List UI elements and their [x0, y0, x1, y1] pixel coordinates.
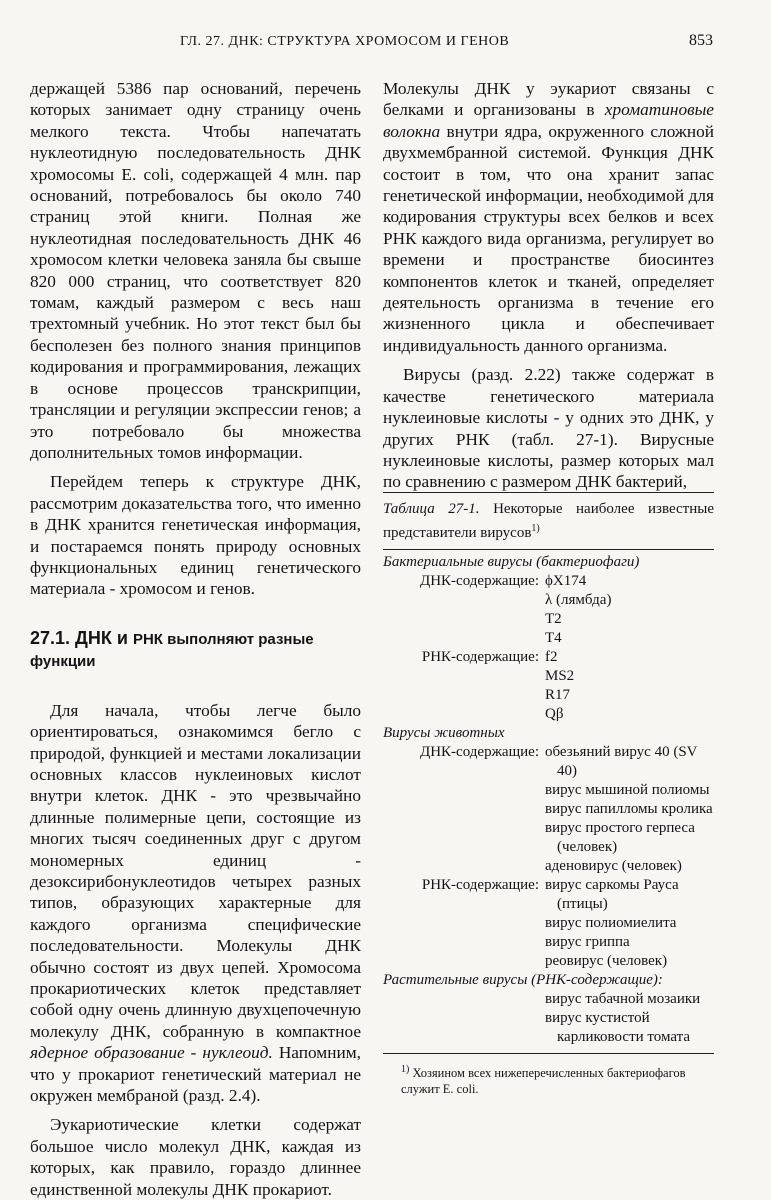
table-value: ϕX174: [545, 573, 587, 589]
table-value: T4: [545, 630, 562, 646]
paragraph: держащей 5386 пар оснований, перечень которых занимает одну страницу очень мелкого текста. Чтобы напечатать нуклеотидную последовательность ДНК хромосомы E. coli, содержащей 4 млн. пар оснований, потребовалось бы около 740 страниц этой книги. Полная же нуклеотидная последовательность ДНК 46 хромосом клетки человека заняла бы свыше 820 000 страниц, что соответствует 820 томам, каждый размером с весь наш трехтомный учебник. Но этот текст был бы бесполезен без полного знания принципов кодирования и программирования, лежащих в основе процессов транскрипции, трансляции и регуляции экспрессии генов; а это потребовало бы множества дополнительных томов информации.: [30, 79, 361, 462]
table-row: [383, 648, 714, 724]
table-value: T2: [545, 611, 562, 627]
table-value: вирус табачной мозаики: [545, 991, 701, 1007]
table-row-label-empty: [383, 990, 545, 1047]
table-values: [545, 648, 714, 724]
table-value: f2: [545, 649, 558, 665]
paragraph-italic-term: ядерное образование - нуклеоид.: [30, 1043, 273, 1063]
table-category: Бактериальные вирусы (бактериофаги): [383, 554, 640, 570]
table-row-label: ДНК-содержащие:: [419, 573, 539, 589]
table-caption-footnote-mark: 1): [531, 523, 540, 534]
table-row-label: ДНК-содержащие:: [419, 744, 539, 760]
paragraph-text: Молекулы ДНК у эукариот связаны с белками и организованы в: [383, 79, 714, 120]
right-column: [383, 78, 714, 493]
table-value: вирус простого герпеса (человек): [545, 820, 695, 855]
table-values: [545, 990, 714, 1047]
table-value: реовирус (человек): [545, 953, 668, 969]
table-values: [545, 743, 714, 876]
page-number: 853: [689, 32, 713, 49]
table-value: вирус полиомиелита: [545, 915, 677, 931]
table-bottom-rule: [383, 1053, 714, 1054]
table-caption-text: Некоторые наиболее известные представители вирусов: [383, 501, 714, 541]
table-value: λ (лямбда): [545, 592, 612, 608]
section-heading-number: 27.1. ДНК и: [30, 627, 128, 648]
section-heading: [30, 628, 361, 672]
table-value: вирус саркомы Рауса (птицы): [545, 877, 679, 912]
table-value: R17: [545, 687, 571, 703]
table-row-label: РНК-содержащие:: [421, 649, 539, 665]
paragraph-italic-term: хроматиновые волокна: [383, 100, 714, 141]
paragraph-text: внутри ядра, окруженного сложной двухмембранной системой. Функция ДНК состоит в том, что она хранит запас генетической информации, необходимой для кодирования структуры всех белков и всех РНК каждого вида организма, регулирует во времени и пространстве биосинтез компонентов клеток и тканей, определяет деятельность организма в течение его жизненного цикла и обеспечивает индивидуальность данного организма.: [383, 121, 714, 355]
footnote-text: Хозяином всех нижеперечисленных бактериофагов служит E. coli.: [401, 1066, 686, 1097]
table-row-label: РНК-содержащие:: [421, 877, 539, 893]
table-values: [545, 876, 714, 971]
paragraph: Эукариотические клетки содержат большое число молекул ДНК, каждая из которых, как правило, гораздо длиннее единственной молекулы ДНК прокариот.: [30, 1115, 361, 1199]
table-top-rule: [383, 492, 714, 493]
table-value: обезьяний вирус 40 (SV 40): [545, 744, 698, 779]
paragraph: Перейдем теперь к структуре ДНК, рассмотрим доказательства того, что именно в ДНК хранится генетическая информация, и постараемся понять природу основных функциональных единиц генетического материала - хромосом и генов.: [30, 472, 361, 599]
table-value: вирус папилломы кролика: [545, 801, 713, 817]
table-caption-label: Таблица 27-1.: [383, 501, 480, 517]
table-footnote: [383, 1062, 714, 1097]
section-heading-text: РНК выполняют разные функции: [30, 630, 314, 670]
table-row: [383, 990, 714, 1047]
table-row: [383, 572, 714, 648]
table-value: вирус кустистой карликовости томата: [545, 1010, 691, 1045]
paragraph: Вирусы (разд. 2.22) также содержат в качестве генетического материала нуклеиновые кислоты - у одних это ДНК, у других РНК (табл. 27-1). Вирусные нуклеиновые кислоты, размер которых мал по сравнению с размером ДНК бактерий,: [383, 365, 714, 492]
table-value: MS2: [545, 668, 575, 684]
paragraph: [383, 78, 714, 356]
running-head: ГЛ. 27. ДНК: СТРУКТУРА ХРОМОСОМ И ГЕНОВ: [180, 34, 510, 49]
table-value: аденовирус (человек): [545, 858, 682, 874]
table-value: Qβ: [545, 706, 564, 722]
table-value: вирус мышиной полиомы: [545, 782, 710, 798]
table-header-rule: [383, 549, 714, 550]
table-category: Вирусы животных: [383, 725, 505, 741]
paragraph: [30, 700, 361, 1107]
table-category: Растительные вирусы (РНК-содержащие):: [383, 972, 663, 988]
table-row: [383, 743, 714, 876]
paragraph-text: Для начала, чтобы легче было ориентироваться, ознакомимся бегло с природой, функцией и местами локализации основных классов нуклеиновых кислот внутри клеток. ДНК - это чрезвычайно длинные полимерные цепи, состоящие из многих тысяч соединенных друг с другом мономерных единиц - дезоксирибонуклеотидов четырех разных типов, образующих характерные для каждого организма специфические последовательности. Молекулы ДНК обычно состоят из двух цепей. Хромосома прокариотических клеток представляет собой одну очень длинную двухцепочечную молекулу ДНК, собранную в компактное: [30, 700, 361, 1041]
footnote-mark: 1): [401, 1064, 410, 1075]
table-row: [383, 876, 714, 971]
virus-table: [383, 492, 714, 1097]
table-value: вирус гриппа: [545, 934, 630, 950]
paragraph-text: Напомним, что у прокариот генетический материал не окружен мембраной (разд. 2.4).: [30, 1043, 361, 1106]
left-column: [30, 78, 361, 1200]
table-values: [545, 572, 714, 648]
table-caption: [383, 500, 714, 543]
